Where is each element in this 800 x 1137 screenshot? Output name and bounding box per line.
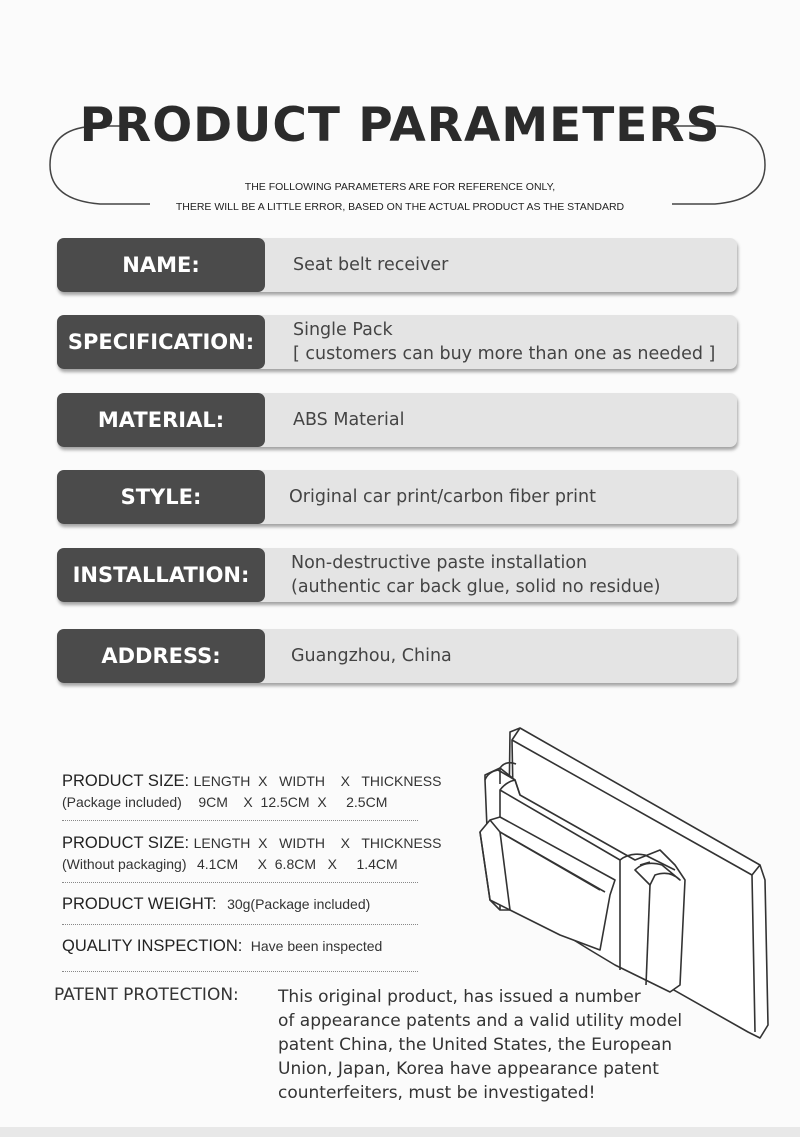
param-row-specification [57,315,737,369]
param-value [293,315,715,369]
subtitle-line-2: THERE WILL BE A LITTLE ERROR, BASED ON THE ACTUAL PRODUCT AS THE STANDARD [175,201,625,213]
quality-block [62,937,382,956]
size-dims-header: LENGTH X WIDTH X THICKNESS [193,835,442,851]
param-value [293,393,404,447]
subtitle-line-1: THE FOLLOWING PARAMETERS ARE FOR REFERENCE ONLY, [244,181,556,193]
param-value [293,238,448,292]
param-value-line: (authentic car back glue, solid no residue) [291,577,661,597]
dotted-divider [62,924,418,925]
param-label: INSTALLATION: [57,548,265,602]
page-title: PRODUCT PARAMETERS [79,98,721,153]
param-label: STYLE: [57,470,265,524]
size-dims: 9CM X 12.5CM X 2.5CM [198,794,388,810]
param-row-material [57,393,737,447]
param-value-line: [ customers can buy more than one as needed ] [293,344,716,364]
param-value-line: Seat belt receiver [293,255,449,275]
patent-line: of appearance patents and a valid utility model [278,1011,683,1031]
size-label: PRODUCT SIZE: [62,772,190,790]
param-label: ADDRESS: [57,629,265,683]
param-row-style [57,470,737,524]
param-value-line: Single Pack [293,320,393,340]
param-row-name [57,238,737,292]
dotted-divider [62,820,418,821]
patent-line: patent China, the United States, the European [278,1035,673,1055]
patent-line: This original product, has issued a number [278,987,641,1007]
size-unpackaged-values [62,856,398,874]
weight-value: 30g(Package included) [227,896,371,912]
patent-text [278,985,698,1105]
weight-label: PRODUCT WEIGHT: [62,895,217,913]
size-dims: 4.1CM X 6.8CM X 1.4CM [196,856,398,872]
param-value [291,548,661,602]
param-row-installation [57,548,737,602]
quality-label: QUALITY INSPECTION: [62,937,243,955]
size-note: (Package included) [62,794,182,810]
param-row-address [57,629,737,683]
param-value-line: Guangzhou, China [291,646,452,666]
size-note: (Without packaging) [62,856,187,872]
patent-line: counterfeiters, must be investigated! [278,1083,596,1103]
size-dims-header: LENGTH X WIDTH X THICKNESS [193,773,442,789]
dotted-divider [62,971,418,972]
size-packaged-values [62,794,387,812]
size-packaged-block [62,772,441,791]
size-unpackaged-block [62,834,441,853]
param-value-line: Original car print/carbon fiber print [289,487,596,507]
param-label: SPECIFICATION: [57,315,265,369]
param-value-line: Non-destructive paste installation [291,553,588,573]
param-value-line: ABS Material [293,410,405,430]
weight-block [62,895,370,914]
bottom-band [0,1127,800,1137]
param-label: NAME: [57,238,265,292]
param-value [291,629,452,683]
param-value [289,470,596,524]
patent-line: Union, Japan, Korea have appearance patent [278,1059,659,1079]
quality-value: Have been inspected [250,938,383,954]
param-label: MATERIAL: [57,393,265,447]
size-label: PRODUCT SIZE: [62,834,190,852]
patent-label: PATENT PROTECTION: [54,985,239,1005]
dotted-divider [62,882,418,883]
